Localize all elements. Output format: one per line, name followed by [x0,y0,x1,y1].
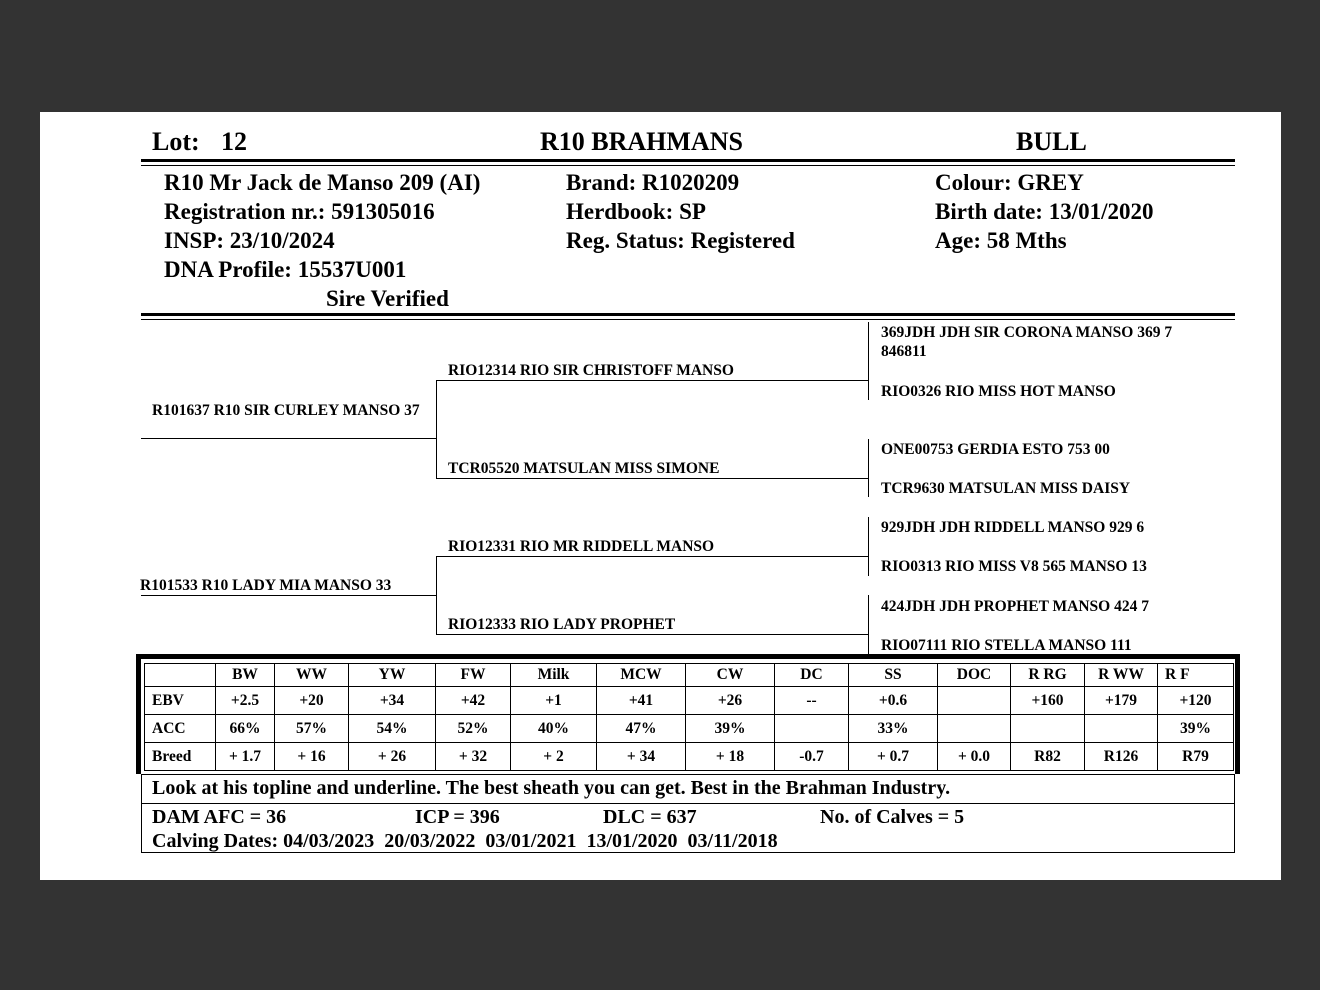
ebv-frame-left [136,654,141,774]
breed-cell: + 2 [511,743,597,771]
pedigree-ggp-8: RIO07111 RIO STELLA MANSO 111 [881,637,1132,654]
sire-connector [436,380,437,479]
ebv-cell: +0.6 [849,687,938,715]
pedigree-ggp-7: 424JDH JDH PROPHET MANSO 424 7 [881,598,1149,615]
insp-date: INSP: 23/10/2024 [164,228,335,253]
breed-cell: + 1.7 [216,743,275,771]
ebv-cell: +20 [275,687,349,715]
acc-cell: 47% [597,715,686,743]
acc-cell [938,715,1011,743]
ebv-header-cell: DOC [938,664,1011,687]
acc-cell: 54% [349,715,436,743]
lot-sheet [40,112,1281,880]
ebv-cell: +120 [1158,687,1234,715]
ebv-cell: +42 [436,687,511,715]
number-of-calves: No. of Calves = 5 [820,806,965,828]
ebv-header-cell: R WW [1085,664,1158,687]
acc-cell [1011,715,1085,743]
herdbook: Herdbook: SP [566,199,706,224]
breed-cell: + 0.0 [938,743,1011,771]
comment-box [141,774,1235,804]
acc-row-label: ACC [145,715,216,743]
ebv-header-cell: Milk [511,664,597,687]
lot-number: 12 [221,127,247,156]
sire-verified: Sire Verified [326,286,449,311]
ebv-cell: +160 [1011,687,1085,715]
ebv-header-row [145,664,1234,687]
age: Age: 58 Mths [935,228,1067,253]
ebv-cell: -- [775,687,849,715]
acc-cell: 33% [849,715,938,743]
animal-name: R10 Mr Jack de Manso 209 (AI) [164,170,481,195]
dam-line [141,595,436,596]
acc-cell: 39% [686,715,775,743]
acc-cell [775,715,849,743]
ebv-table [144,663,1234,771]
pedigree-ggp-5: 929JDH JDH RIDDELL MANSO 929 6 [881,519,1145,536]
ebv-cell: +26 [686,687,775,715]
calving-dates: Calving Dates: 04/03/2023 20/03/2022 03/01/2021 13/01/2020 03/11/2018 [152,830,778,852]
ebv-header-cell: SS [849,664,938,687]
ebv-header-cell: YW [349,664,436,687]
acc-cell: 66% [216,715,275,743]
breed-cell: R82 [1011,743,1085,771]
dna-profile: DNA Profile: 15537U001 [164,257,407,282]
birth-date: Birth date: 13/01/2020 [935,199,1154,224]
colour: Colour: GREY [935,170,1084,195]
breed-cell: + 18 [686,743,775,771]
pedigree-sire-sire: RIO12314 RIO SIR CHRISTOFF MANSO [448,362,734,379]
breed-cell: -0.7 [775,743,849,771]
acc-cell: 52% [436,715,511,743]
herd-name: R10 BRAHMANS [540,127,743,156]
breed-cell: + 26 [349,743,436,771]
breed-cell: + 34 [597,743,686,771]
ebv-row [145,687,1234,715]
icp: ICP = 396 [415,806,500,828]
dam-sire-line [436,556,868,557]
pedigree-rule-thick [141,313,1235,316]
ebv-cell: +2.5 [216,687,275,715]
breed-cell: + 32 [436,743,511,771]
ebv-header-cell: DC [775,664,849,687]
breed-cell: R79 [1158,743,1234,771]
registration-status: Reg. Status: Registered [566,228,795,253]
pedigree-sire-dam: TCR05520 MATSULAN MISS SIMONE [448,460,720,477]
breed-row-label: Breed [145,743,216,771]
lot-label: Lot: [152,127,200,156]
ggp-connector-3 [868,517,869,576]
pedigree-ggp-4: TCR9630 MATSULAN MISS DAISY [881,480,1131,497]
animal-sex: BULL [1016,127,1087,156]
ebv-cell: +1 [511,687,597,715]
ggp-connector-4 [868,595,869,654]
sire-line [141,438,436,439]
ebv-frame-right [1235,654,1240,774]
ebv-header-cell: R F [1158,664,1234,687]
ebv-row-label: EBV [145,687,216,715]
header-rule-thin [141,165,1235,166]
acc-cell: 57% [275,715,349,743]
registration-number: Registration nr.: 591305016 [164,199,435,224]
acc-cell: 40% [511,715,597,743]
dam-connector [436,556,437,634]
breed-cell: R126 [1085,743,1158,771]
ebv-header-cell [145,664,216,687]
pedigree-sire: R101637 R10 SIR CURLEY MANSO 37 [152,402,420,419]
ebv-cell: +41 [597,687,686,715]
brand: Brand: R1020209 [566,170,740,195]
ebv-header-cell: R RG [1011,664,1085,687]
pedigree-ggp-1: 369JDH JDH SIR CORONA MANSO 369 7 846811 [881,324,1173,360]
ebv-frame-top [136,654,1240,659]
breed-cell: + 16 [275,743,349,771]
pedigree-rule-thin [141,319,1235,320]
acc-cell: 39% [1158,715,1234,743]
ebv-cell [938,687,1011,715]
dlc: DLC = 637 [603,806,697,828]
ebv-header-cell: WW [275,664,349,687]
ebv-header-cell: FW [436,664,511,687]
ebv-cell: +34 [349,687,436,715]
breed-cell: + 0.7 [849,743,938,771]
pedigree-ggp-2: RIO0326 RIO MISS HOT MANSO [881,383,1116,400]
pedigree-dam-dam: RIO12333 RIO LADY PROPHET [448,616,676,633]
comment-text: Look at his topline and underline. The best sheath you can get. Best in the Brahman Industry. [152,777,951,799]
ggp-connector-1 [868,322,869,400]
pedigree-ggp-6: RIO0313 RIO MISS V8 565 MANSO 13 [881,558,1147,575]
breed-row [145,743,1234,771]
dam-info-box [141,803,1235,853]
ggp-connector-2 [868,439,869,497]
dam-afc: DAM AFC = 36 [152,806,287,828]
pedigree-dam: R101533 R10 LADY MIA MANSO 33 [140,577,392,594]
acc-row [145,715,1234,743]
ebv-header-cell: MCW [597,664,686,687]
ebv-header-cell: CW [686,664,775,687]
dam-dam-line [436,634,868,635]
pedigree-dam-sire: RIO12331 RIO MR RIDDELL MANSO [448,538,715,555]
header-rule-thick [141,159,1235,162]
acc-cell [1085,715,1158,743]
sire-sire-line [436,380,868,381]
ebv-header-cell: BW [216,664,275,687]
sire-dam-line [436,478,868,479]
ebv-cell: +179 [1085,687,1158,715]
pedigree-ggp-3: ONE00753 GERDIA ESTO 753 00 [881,441,1110,458]
